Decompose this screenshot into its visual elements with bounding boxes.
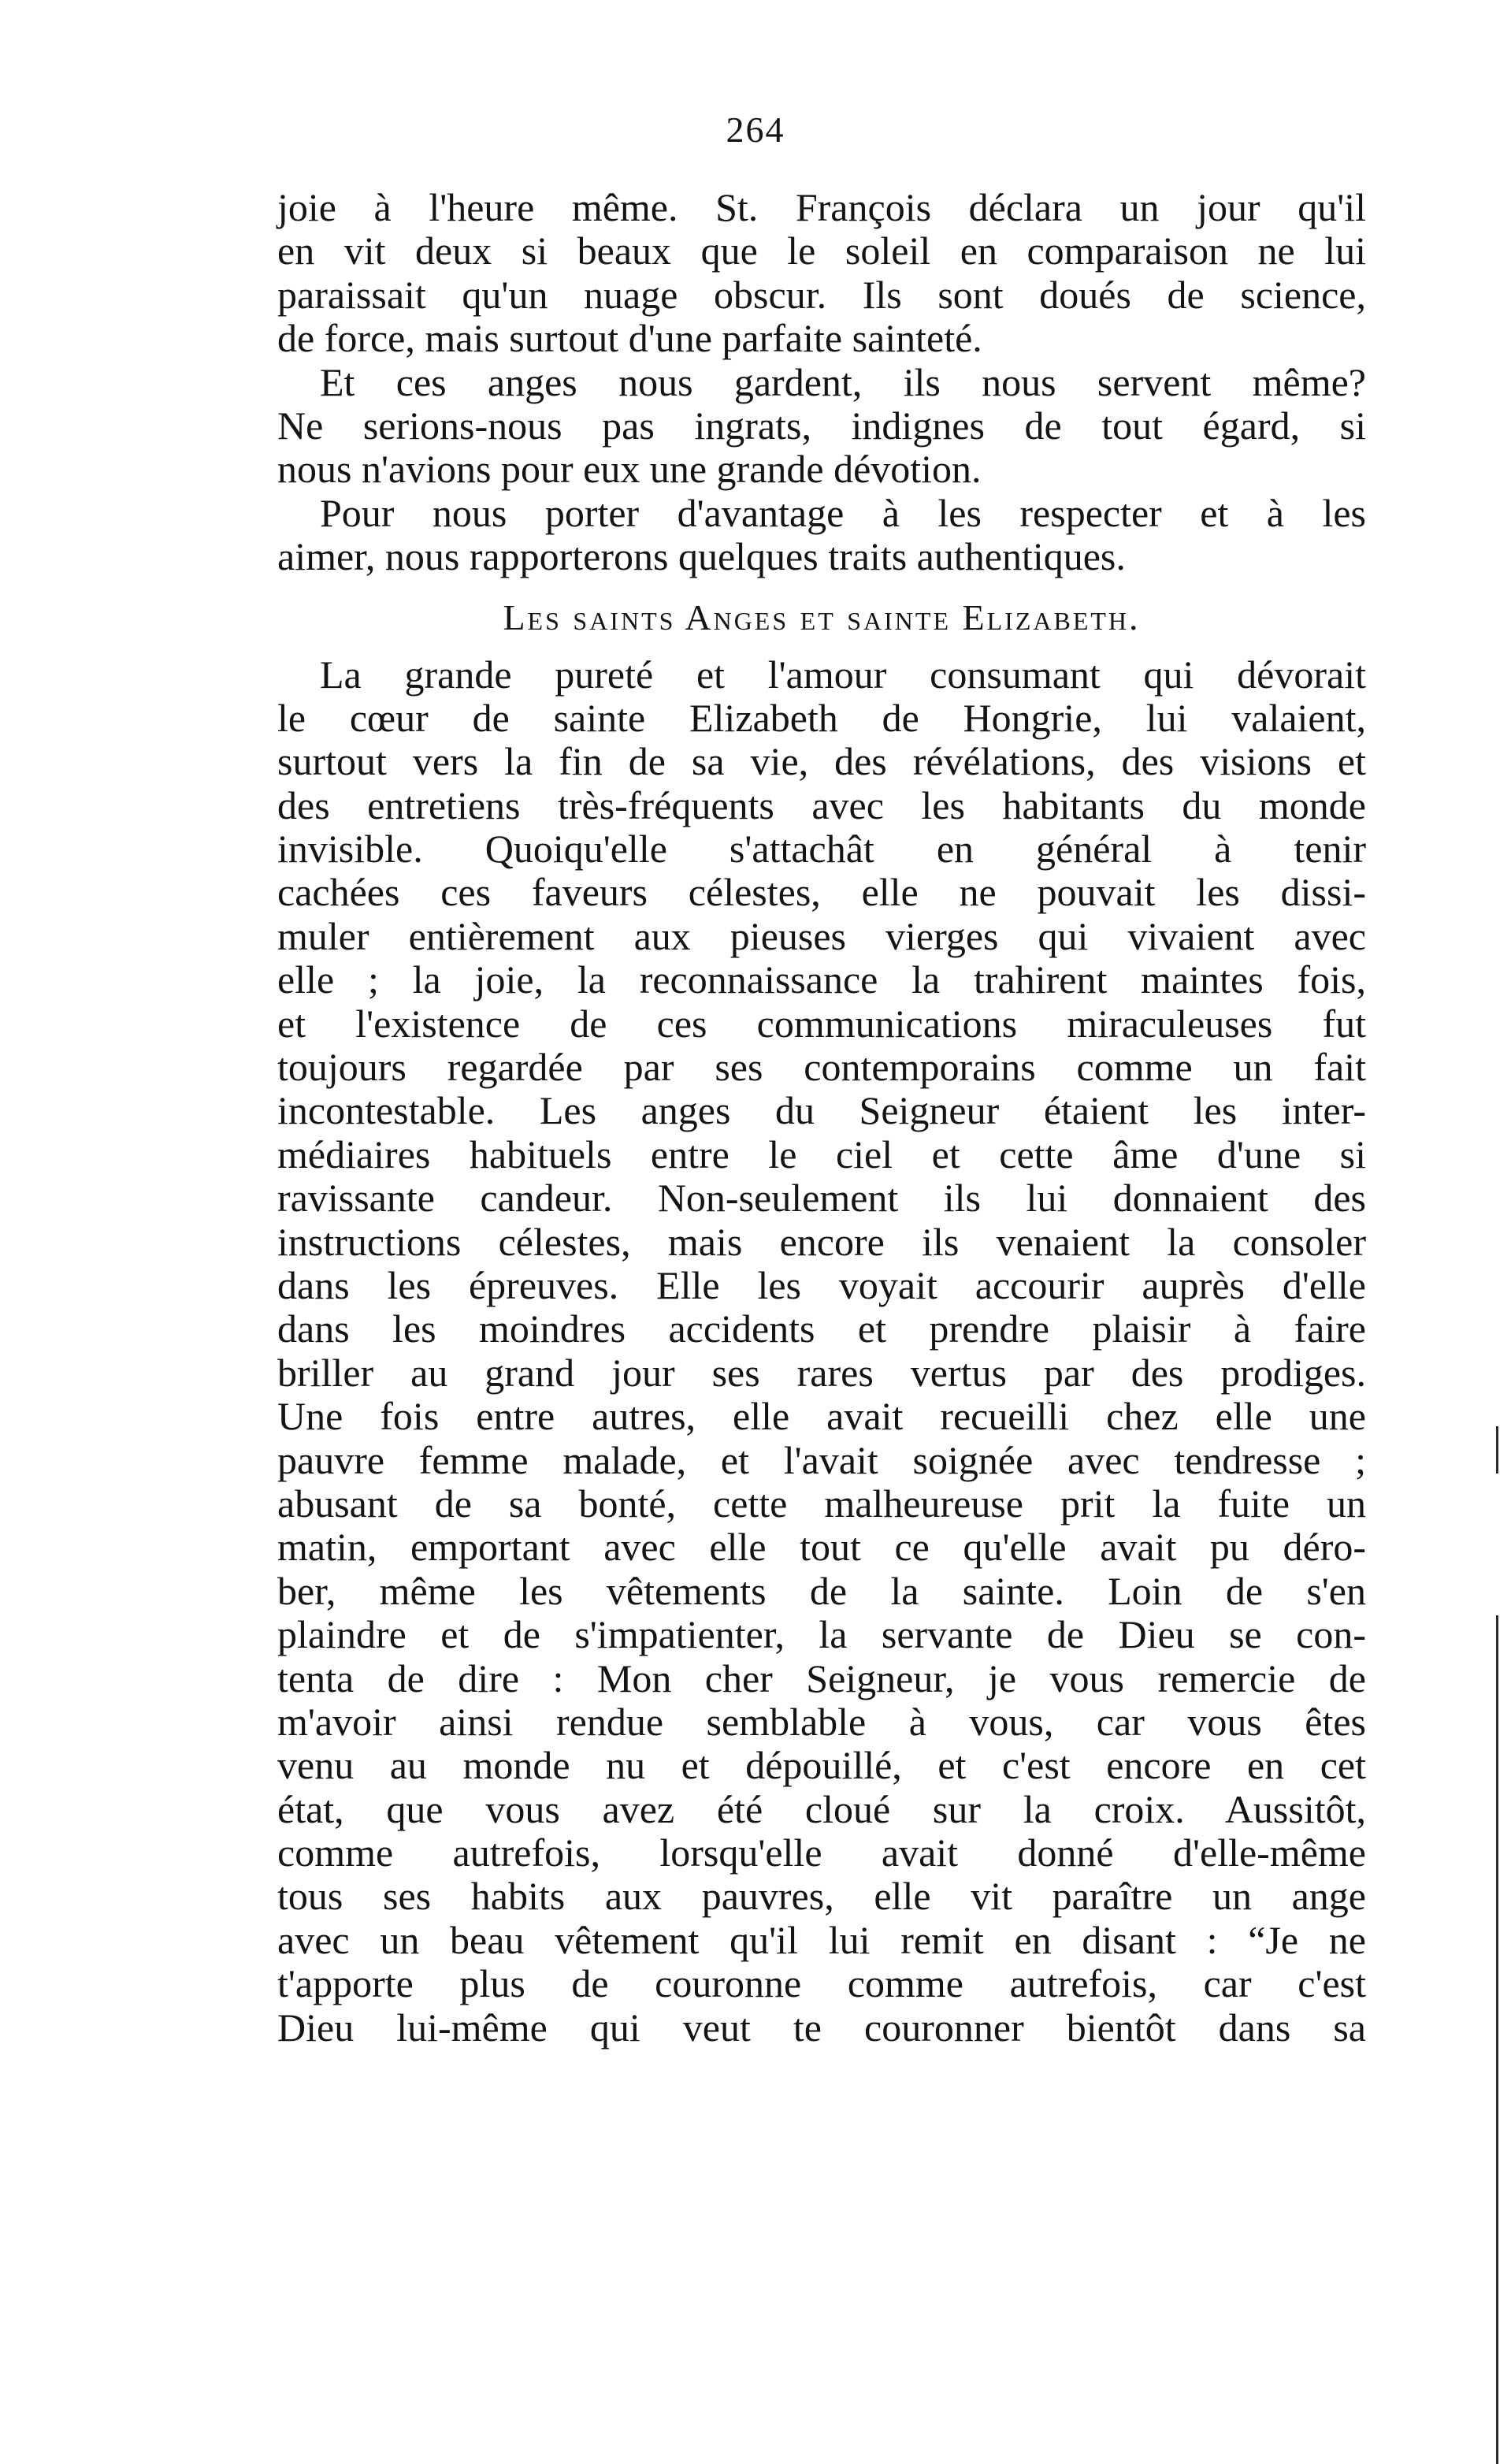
paragraph [277, 492, 1366, 579]
text-line: briller au grand jour ses rares vertus par des prodiges. [277, 1350, 1366, 1395]
text-line: muler entièrement aux pieuses vierges qui vivaient avec [277, 913, 1366, 958]
text-line: médiaires habituels entre le ciel et cette âme d'une si [277, 1132, 1366, 1176]
text-line: Et ces anges nous gardent, ils nous servent même? [320, 359, 1366, 404]
text-line: ravissante candeur. Non-seulement ils lui donnaient des [277, 1176, 1366, 1221]
text-line: dans les épreuves. Elle les voyait accourir auprès d'elle [277, 1262, 1366, 1307]
margin-scan-mark [1496, 1615, 1498, 2464]
text-line: incontestable. Les anges du Seigneur étaient les inter- [277, 1088, 1366, 1133]
text-line: Pour nous porter d'avantage à les respecter et à les [320, 490, 1366, 535]
text-line: abusant de sa bonté, cette malheureuse prit la fuite un [277, 1481, 1366, 1526]
text-line: plaindre et de s'impatienter, la servante de Dieu se con- [277, 1612, 1366, 1657]
text-line: surtout vers la fin de sa vie, des révélations, des visions et [277, 739, 1366, 784]
text-line: instructions célestes, mais encore ils venaient la consoler [277, 1219, 1366, 1264]
text-line: invisible. Quoiqu'elle s'attachât en général à tenir [277, 827, 1366, 872]
text-line: et l'existence de ces communications miraculeuses fut [277, 1001, 1366, 1046]
paragraph [277, 653, 1366, 2050]
text-line: tous ses habits aux pauvres, elle vit paraître un ange [277, 1874, 1366, 1919]
text-line: Ne serions-nous pas ingrats, indignes de tout égard, si [277, 403, 1366, 448]
section-heading-text: Les saints Anges et sainte Elizabeth. [503, 596, 1141, 637]
section-heading [277, 589, 1366, 647]
text-line: dans les moindres accidents et prendre plaisir à faire [277, 1306, 1366, 1351]
text-line: état, que vous avez été cloué sur la croix. Aussitôt, [277, 1786, 1366, 1831]
text-line: en vit deux si beaux que le soleil en comparaison ne lui [277, 229, 1366, 273]
text-line: aimer, nous rapporterons quelques traits authentiques. [277, 534, 1126, 579]
text-line: avec un beau vêtement qu'il lui remit en disant : “Je ne [277, 1917, 1366, 1962]
text-line: joie à l'heure même. St. François déclara un jour qu'il [277, 185, 1366, 229]
text-line: pauvre femme malade, et l'avait soignée avec tendresse ; [277, 1437, 1366, 1482]
text-line: paraissait qu'un nuage obscur. Ils sont doués de science, [277, 272, 1366, 317]
text-line: La grande pureté et l'amour consumant qui dévorait [320, 652, 1366, 697]
paragraph [277, 361, 1366, 492]
page-body [277, 186, 1366, 2050]
text-line: cachées ces faveurs célestes, elle ne pouvait les dissi- [277, 870, 1366, 915]
text-line: matin, emportant avec elle tout ce qu'elle avait pu déro- [277, 1525, 1366, 1570]
text-line: nous n'avions pour eux une grande dévotion. [277, 447, 982, 492]
text-line: comme autrefois, lorsqu'elle avait donné d'elle-même [277, 1830, 1366, 1875]
paragraph [277, 186, 1366, 361]
text-line: venu au monde nu et dépouillé, et c'est encore en cet [277, 1743, 1366, 1788]
text-line: le cœur de sainte Elizabeth de Hongrie, lui valaient, [277, 695, 1366, 740]
text-line: Une fois entre autres, elle avait recueilli chez elle une [277, 1394, 1366, 1439]
text-line: m'avoir ainsi rendue semblable à vous, car vous êtes [277, 1699, 1366, 1744]
text-line: Dieu lui-même qui veut te couronner bientôt dans sa [277, 2005, 1366, 2050]
text-line: tenta de dire : Mon cher Seigneur, je vous remercie de [277, 1656, 1366, 1700]
text-line: toujours regardée par ses contemporains comme un fait [277, 1045, 1366, 1090]
text-line: de force, mais surtout d'une parfaite sainteté. [277, 316, 982, 361]
text-line: ber, même les vêtements de la sainte. Loin de s'en [277, 1568, 1366, 1613]
text-line: t'apporte plus de couronne comme autrefois, car c'est [277, 1961, 1366, 2006]
page-number: 264 [726, 110, 785, 150]
text-line: des entretiens très-fréquents avec les habitants du monde [277, 782, 1366, 827]
margin-scan-mark [1496, 1426, 1498, 1474]
text-line: elle ; la joie, la reconnaissance la trahirent maintes fois, [277, 957, 1366, 1002]
